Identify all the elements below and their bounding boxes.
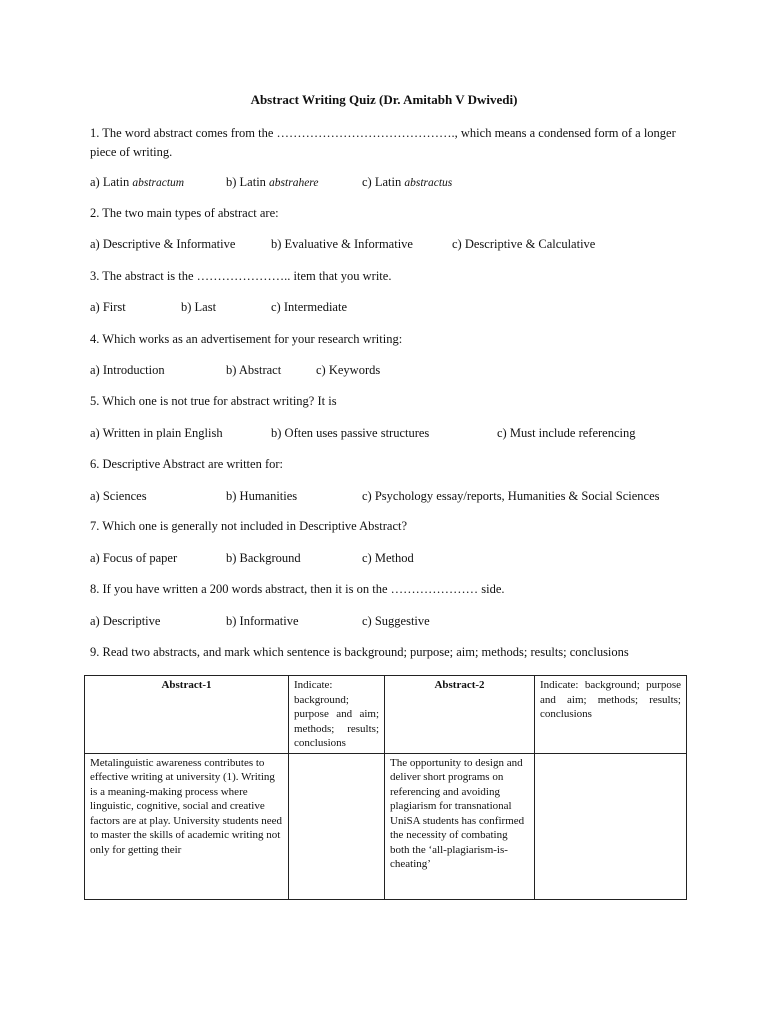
q1-option-a-prefix: a) Latin	[90, 175, 133, 189]
q3-option-c: c) Intermediate	[271, 300, 347, 314]
question-1: 1. The word abstract comes from the ……………………………………., which means a condensed form of a longer piece of writing.	[90, 126, 676, 159]
q8-option-a: a) Descriptive	[90, 614, 161, 628]
q6-option-b: b) Humanities	[226, 489, 298, 503]
abstract-1-text: Metalinguistic awareness contributes to effective writing at university (1). Writing is a meaning-making process where linguistic, cognitive, social and creative factors are at play. University students need to master the skills of academic writing not only for getting their	[85, 753, 289, 899]
q1-option-b-term: abstrahere	[269, 177, 319, 189]
q2-option-a: a) Descriptive & Informative	[90, 237, 236, 251]
question-8: 8. If you have written a 200 words abstract, then it is on the ………………… side.	[90, 582, 505, 596]
question-2: 2. The two main types of abstract are:	[90, 206, 279, 220]
q1-option-a-term: abstractum	[132, 177, 185, 189]
indicate-1-cell[interactable]	[289, 753, 385, 899]
q3-option-a: a) First	[90, 300, 126, 314]
q1-option-c	[362, 175, 452, 190]
q7-option-b: b) Background	[226, 551, 301, 565]
header-abstract-1: Abstract-1	[85, 676, 289, 754]
indicate-2-cell[interactable]	[535, 753, 687, 899]
q5-option-c: c) Must include referencing	[497, 426, 636, 440]
question-6: 6. Descriptive Abstract are written for:	[90, 457, 283, 471]
q1-option-c-prefix: c) Latin	[362, 175, 405, 189]
q4-option-a: a) Introduction	[90, 363, 165, 377]
q4-option-b: b) Abstract	[226, 363, 282, 377]
q6-option-c: c) Psychology essay/reports, Humanities & Social Sciences	[362, 489, 660, 503]
table-header-row	[85, 676, 687, 754]
q7-option-c: c) Method	[362, 551, 414, 565]
question-5: 5. Which one is not true for abstract writing? It is	[90, 394, 337, 408]
q8-option-c: c) Suggestive	[362, 614, 430, 628]
question-4: 4. Which works as an advertisement for your research writing:	[90, 332, 403, 346]
abstract-2-text: The opportunity to design and deliver short programs on referencing and avoiding plagiarism for transnational UniSA students has confirmed the necessity of combating both the ‘all-plagiarism-is-cheating’	[385, 753, 535, 899]
q6-option-a: a) Sciences	[90, 489, 147, 503]
header-indicate-1: Indicate: background; purpose and aim; methods; results; conclusions	[289, 676, 385, 754]
q1-option-a	[90, 175, 184, 190]
q2-option-b: b) Evaluative & Informative	[271, 237, 413, 251]
abstract-table	[84, 675, 687, 900]
question-3: 3. The abstract is the ………………….. item that you write.	[90, 269, 392, 283]
question-9: 9. Read two abstracts, and mark which sentence is background; purpose; aim; methods; results; conclusions	[90, 645, 629, 659]
q1-option-b-prefix: b) Latin	[226, 175, 270, 189]
q3-option-b: b) Last	[181, 300, 217, 314]
q7-option-a: a) Focus of paper	[90, 551, 178, 565]
header-indicate-2: Indicate: background; purpose and aim; methods; results; conclusions	[535, 676, 687, 754]
q4-option-c: c) Keywords	[316, 363, 381, 377]
q5-option-a: a) Written in plain English	[90, 426, 223, 440]
q8-option-b: b) Informative	[226, 614, 299, 628]
q5-option-b: b) Often uses passive structures	[271, 426, 430, 440]
q2-option-c: c) Descriptive & Calculative	[452, 237, 596, 251]
table-body-row	[85, 753, 687, 899]
quiz-title: Abstract Writing Quiz (Dr. Amitabh V Dwivedi)	[250, 92, 518, 107]
header-abstract-2: Abstract-2	[385, 676, 535, 754]
q1-option-c-term: abstractus	[404, 177, 453, 189]
question-7: 7. Which one is generally not included in Descriptive Abstract?	[90, 519, 408, 533]
q1-option-b	[226, 175, 318, 190]
